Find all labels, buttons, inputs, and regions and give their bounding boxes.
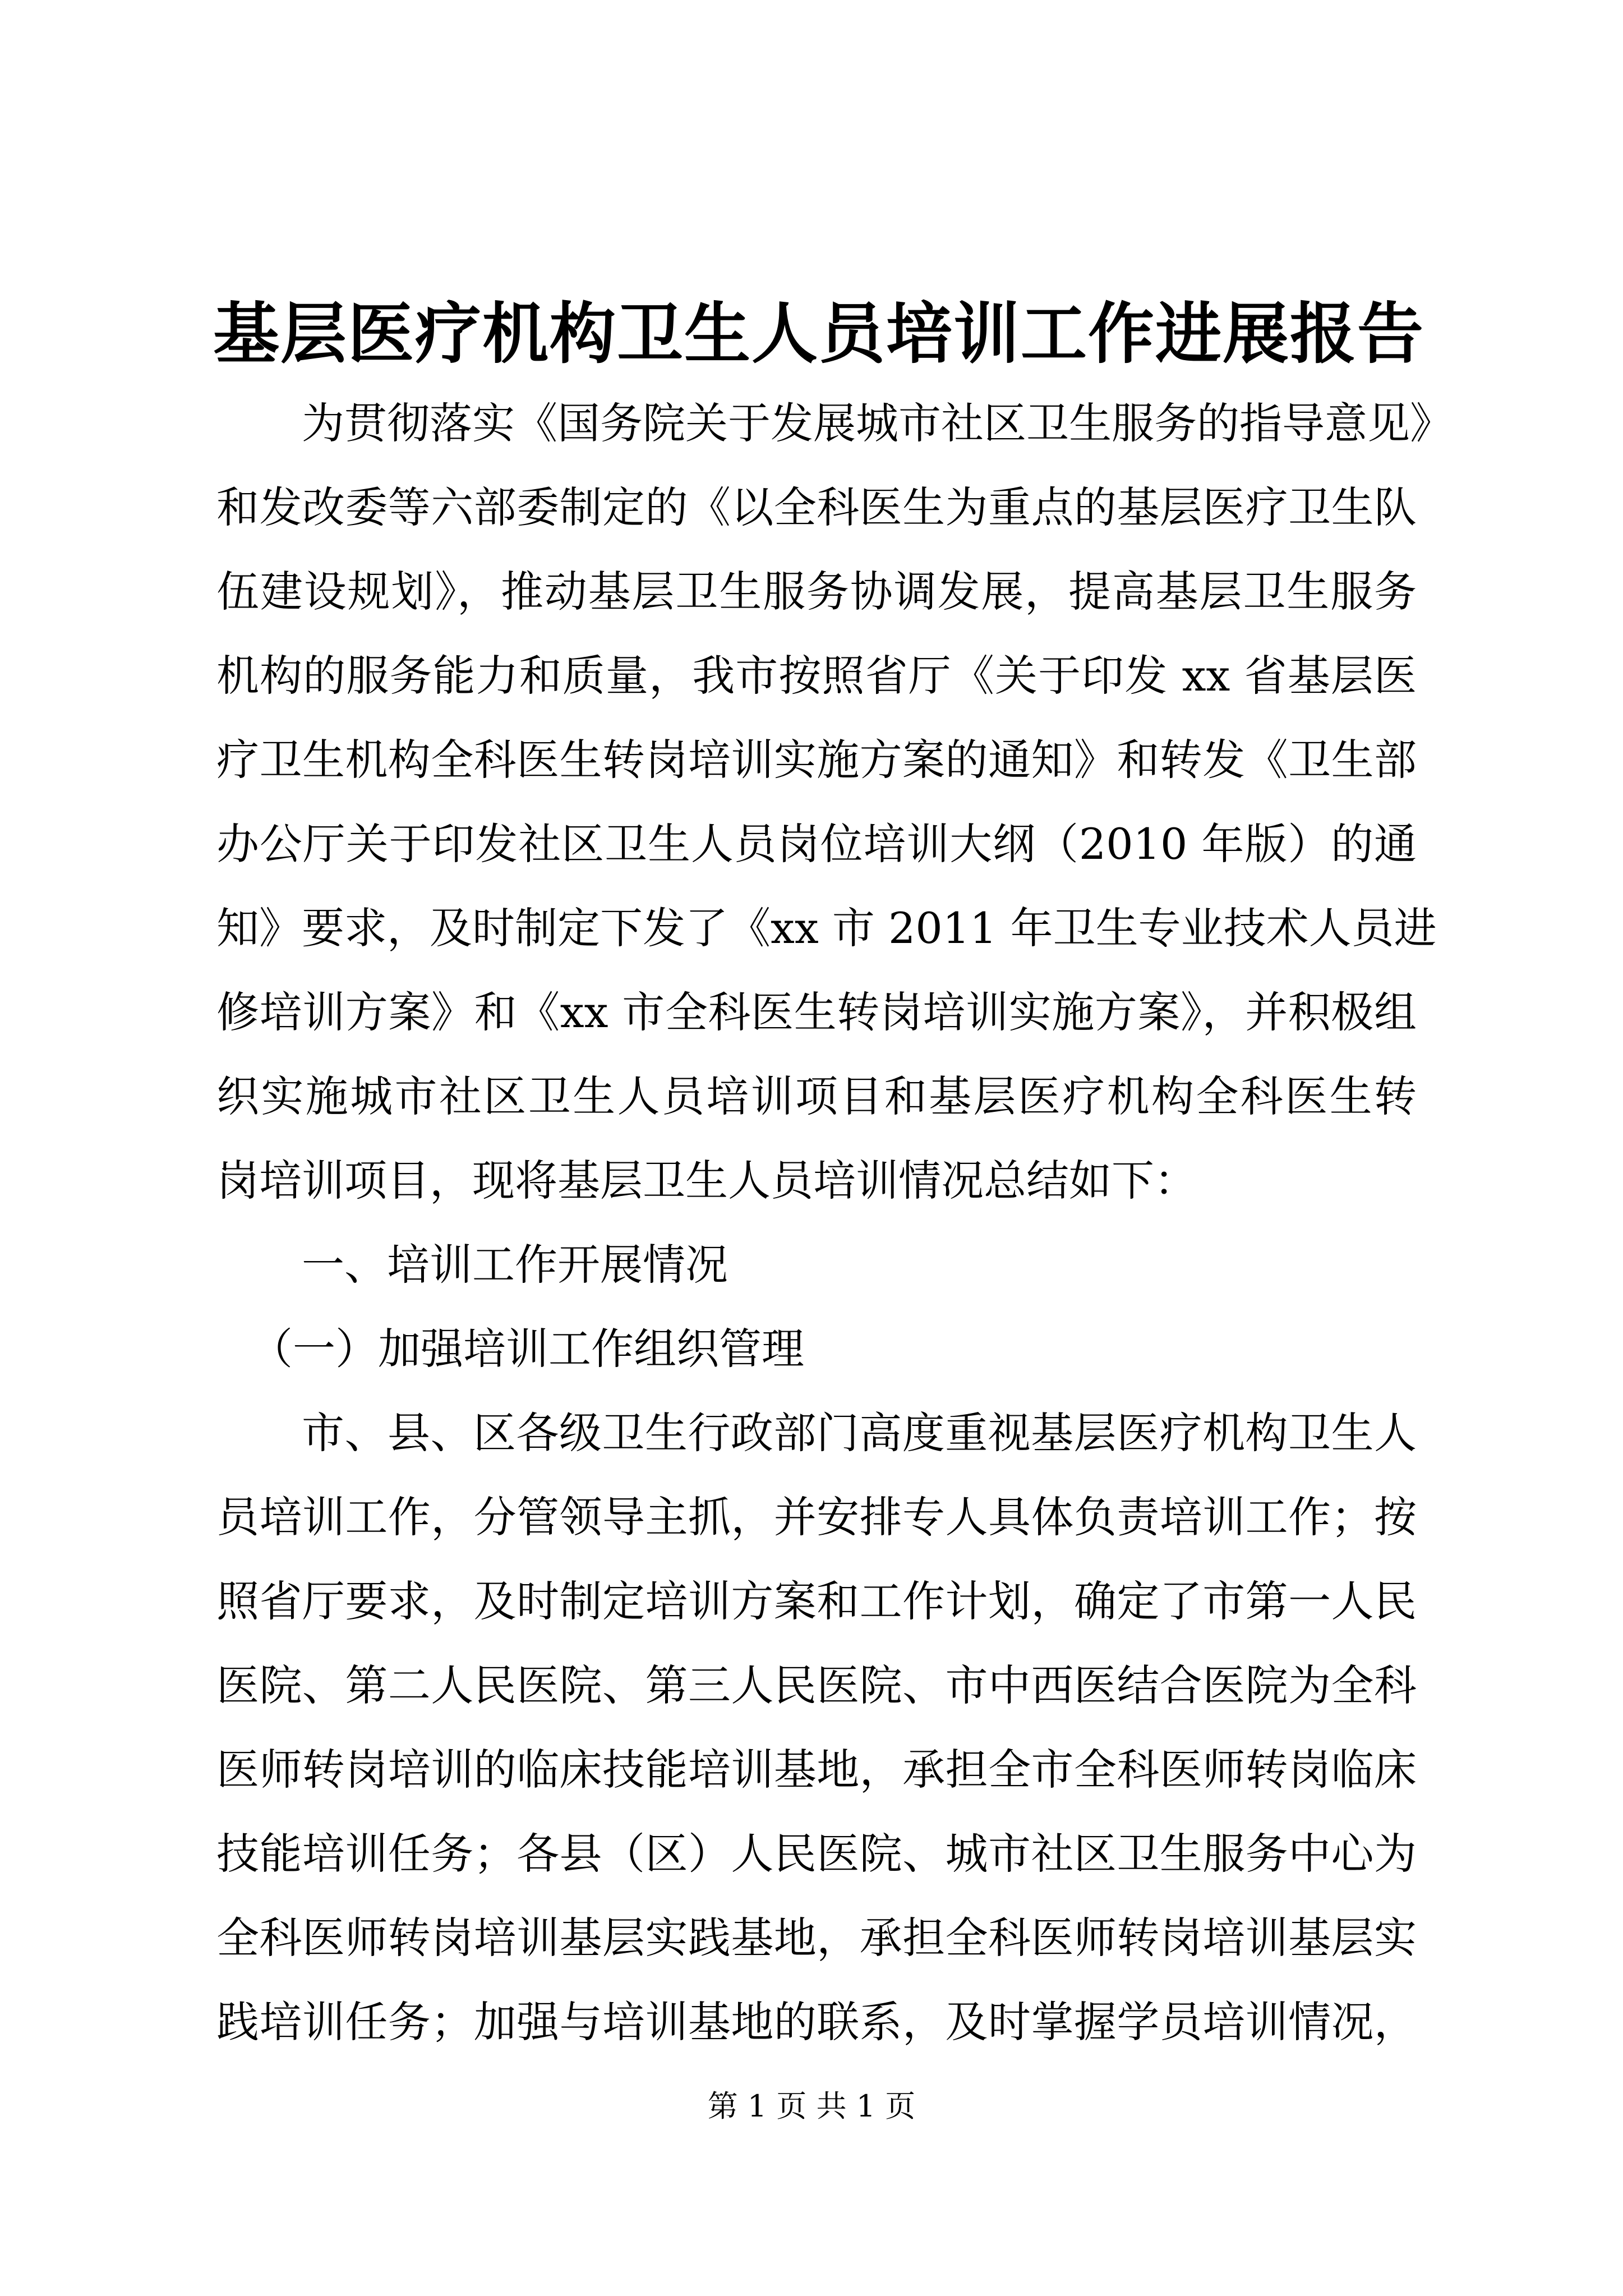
body-line: 岗培训项目，现将基层卫生人员培训情况总结如下： [216, 1156, 1197, 1205]
document-title: 基层医疗机构卫生人员培训工作进展报告 [213, 295, 1425, 372]
body-line: 市、县、区各级卫生行政部门高度重视基层医疗机构卫生人 [302, 1408, 1417, 1458]
body-line: 织实施城市社区卫生人员培训项目和基层医疗机构全科医生转 [216, 1071, 1417, 1121]
body-line: 和发改委等六部委制定的《以全科医生为重点的基层医疗卫生队 [216, 482, 1417, 532]
body-line: 践培训任务；加强与培训基地的联系，及时掌握学员培训情况， [216, 1997, 1417, 2047]
body-line: 办公厅关于印发社区卫生人员岗位培训大纲（2010 年版）的通 [216, 819, 1417, 869]
page-footer: 第 1 页 共 1 页 [707, 2088, 916, 2124]
body-line: 机构的服务能力和质量，我市按照省厅《关于印发 xx 省基层医 [216, 651, 1417, 701]
body-line: 知》要求，及时制定下发了《xx 市 2011 年卫生专业技术人员进 [216, 903, 1437, 953]
body-line: 医院、第二人民医院、第三人民医院、市中西医结合医院为全科 [216, 1660, 1417, 1710]
body-line: 全科医师转岗培训基层实践基地，承担全科医师转岗培训基层实 [216, 1913, 1417, 1963]
body-line: 伍建设规划》，推动基层卫生服务协调发展，提高基层卫生服务 [216, 567, 1417, 616]
body-line: 员培训工作，分管领导主抓，并安排专人具体负责培训工作；按 [216, 1492, 1417, 1542]
body-line: 照省厅要求，及时制定培训方案和工作计划，确定了市第一人民 [216, 1576, 1417, 1626]
subsection-heading: （一）加强培训工作组织管理 [250, 1324, 804, 1374]
body-line: 疗卫生机构全科医生转岗培训实施方案的通知》和转发《卫生部 [216, 735, 1417, 785]
body-line: 技能培训任务；各县（区）人民医院、城市社区卫生服务中心为 [216, 1829, 1417, 1879]
body-line: 医师转岗培训的临床技能培训基地，承担全市全科医师转岗临床 [216, 1745, 1417, 1795]
body-line: 修培训方案》和《xx 市全科医生转岗培训实施方案》，并积极组 [216, 987, 1417, 1037]
section-heading: 一、培训工作开展情况 [302, 1240, 728, 1290]
body-line: 为贯彻落实《国务院关于发展城市社区卫生服务的指导意见》 [302, 398, 1453, 448]
document-body [216, 381, 1453, 2064]
